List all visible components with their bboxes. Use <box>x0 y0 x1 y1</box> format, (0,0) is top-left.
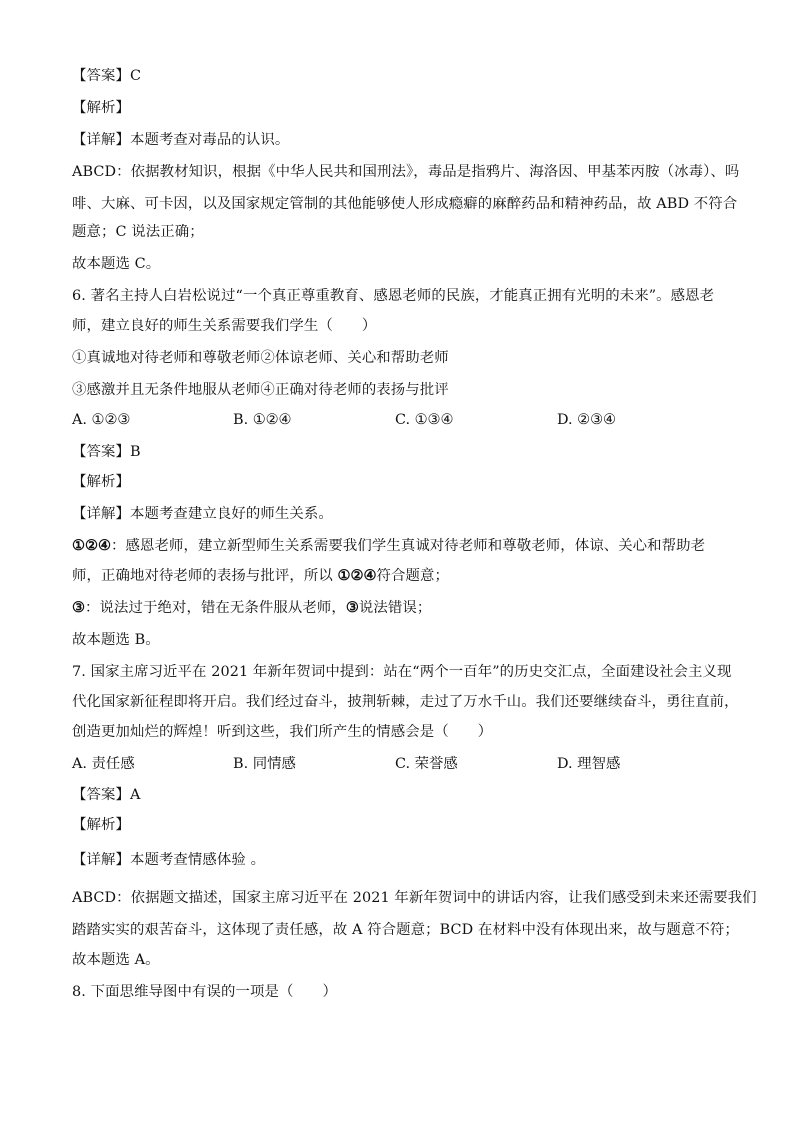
explanation-line <box>72 536 727 556</box>
analysis-label: 【解析】 <box>72 474 130 490</box>
q7-option-d: D. 理智感 <box>557 756 621 772</box>
question-6-statement: ③感激并且无条件地服从老师④正确对待老师的表扬与批评 <box>72 382 449 398</box>
q6-option-a: A. ①②③ <box>72 412 131 428</box>
question-6-stem: 师，建立良好的师生关系需要我们学生（ ） <box>72 318 377 334</box>
q7-option-b: B. 同情感 <box>233 756 296 772</box>
paragraph-line: 踏踏实实的艰苦奋斗，这体现了责任感，故 A 符合题意；BCD 在材料中没有体现出来，故与题意不符； <box>72 922 739 938</box>
q6-option-c: C. ①③④ <box>395 412 454 428</box>
q6-option-d: D. ②③④ <box>557 412 616 428</box>
explanation-text: 说法错误； <box>358 600 432 616</box>
explanation-text: ：感恩老师，建立新型师生关系需要我们学生真诚对待老师和尊敬老师，体谅、关心和帮助老 <box>111 538 706 554</box>
answer-label: 【答案】A <box>72 787 141 803</box>
conclusion-text: 故本题选 A。 <box>72 952 160 968</box>
detail-text: 【详解】本题考查对毒品的认识。 <box>72 132 290 148</box>
circled-number: ③ <box>345 599 359 616</box>
q7-option-c: C. 荣誉感 <box>395 756 458 772</box>
paragraph-line: ABCD：依据题文描述，国家主席习近平在 2021 年新年贺词中的讲话内容，让我们感受到未来还需要我们 <box>72 890 757 906</box>
answer-label: 【答案】B <box>72 444 141 460</box>
conclusion-text: 故本题选 C。 <box>72 256 161 272</box>
circled-numbers: ①②④ <box>337 567 377 584</box>
q7-option-a: A. 责任感 <box>72 756 135 772</box>
detail-text: 【详解】本题考查情感体验 。 <box>72 852 266 868</box>
conclusion-text: 故本题选 B。 <box>72 632 160 648</box>
paragraph-line: 题意；C 说法正确； <box>72 224 204 240</box>
circled-number: ③ <box>72 599 86 616</box>
paragraph-line: 啡、大麻、可卡因，以及国家规定管制的其他能够使人形成瘾癖的麻醉药品和精神药品，故 ABD 不符合 <box>72 196 738 212</box>
explanation-text: ：说法过于绝对，错在无条件服从老师， <box>85 600 346 616</box>
detail-text: 【详解】本题考查建立良好的师生关系。 <box>72 506 333 522</box>
answer-label: 【答案】C <box>72 68 142 84</box>
explanation-line <box>72 598 727 618</box>
explanation-line <box>72 566 727 586</box>
q6-option-b: B. ①②④ <box>233 412 292 428</box>
question-8-stem: 8. 下面思维导图中有误的一项是（ ） <box>72 984 337 1000</box>
analysis-label: 【解析】 <box>72 100 130 116</box>
analysis-label: 【解析】 <box>72 817 130 833</box>
explanation-text: 师，正确地对待老师的表扬与批评，所以 <box>72 568 338 584</box>
paragraph-line: ABCD：依据教材知识，根据《中华人民共和国刑法》，毒品是指鸦片、海洛因、甲基苯丙胺（冰毒）、吗 <box>72 164 740 180</box>
circled-numbers: ①②④ <box>72 537 112 554</box>
question-6-stem: 6. 著名主持人白岩松说过“一个真正尊重教育、感恩老师的民族，才能真正拥有光明的未来”。感恩老 <box>72 288 715 304</box>
question-7-stem: 代化国家新征程即将开启。我们经过奋斗，披荆斩棘，走过了万水千山。我们还要继续奋斗，勇往直前， <box>72 694 739 710</box>
explanation-text: 符合题意； <box>376 568 449 584</box>
question-7-stem: 7. 国家主席习近平在 2021 年新年贺词中提到：站在“两个一百年”的历史交汇点，全面建设社会主义现 <box>72 664 732 680</box>
question-6-statement: ①真诚地对待老师和尊敬老师②体谅老师、关心和帮助老师 <box>72 350 449 366</box>
question-7-stem: 创造更加灿烂的辉煌！听到这些，我们所产生的情感会是（ ） <box>72 724 493 740</box>
